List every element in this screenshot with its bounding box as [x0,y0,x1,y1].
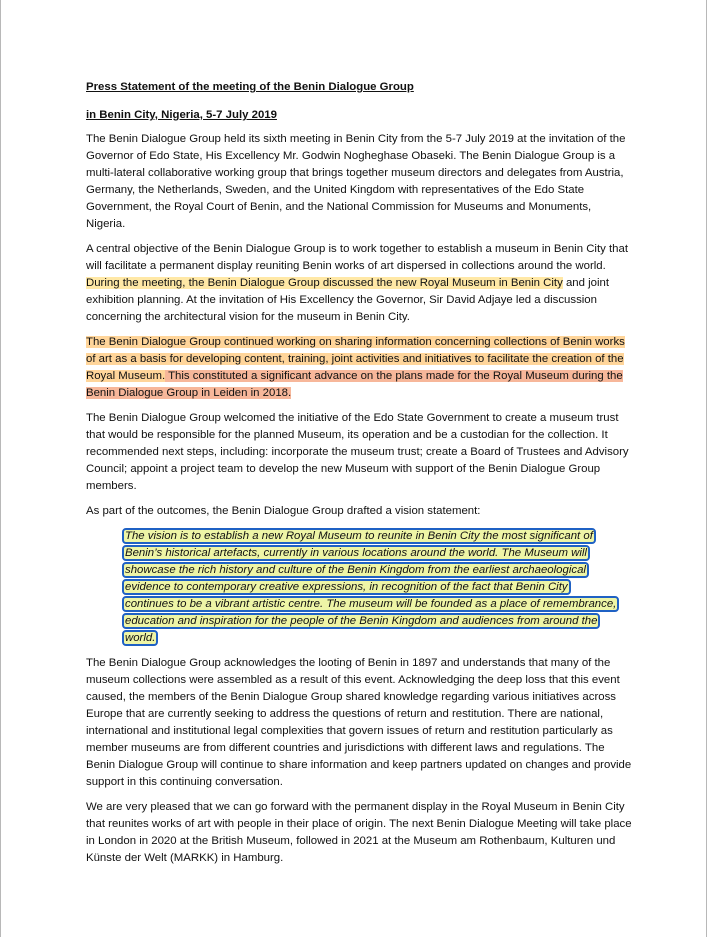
paragraph-collections [86,334,632,402]
paragraph-objective-text-b: and joint exhibition planning. At the invitation of His Excellency the Governor, Sir David Adjaye led a discussion concerning the architectural vision for the museum in Benin City. [86,277,610,323]
document-body [86,79,632,867]
highlight-royal-museum-discussion: During the meeting, the Benin Dialogue Group discussed the new Royal Museum in Benin City [86,277,563,289]
document-title-line-1: Press Statement of the meeting of the Benin Dialogue Group [86,81,414,93]
vision-statement [124,528,619,647]
paragraph-outcomes: As part of the outcomes, the Benin Dialogue Group drafted a vision statement: [86,505,481,517]
highlight-significant-advance: This constituted a significant advance on the plans made for the Royal Museum during the Benin Dialogue Group in Leiden in 2018. [86,370,623,399]
paragraph-objective [86,241,632,326]
paragraph-closing: We are very pleased that we can go forward with the permanent display in the Royal Museum in Benin City that reunites works of art with people in their place of origin. The next Benin Dialogue Meeting will take place in London in 2020 at the British Museum, followed in 2021 at the Museum am Rothenbaum, Kulturen und Künste der Welt (MARKK) in Hamburg. [86,801,632,864]
paragraph-intro: The Benin Dialogue Group held its sixth meeting in Benin City from the 5-7 July 2019 at the invitation of the Governor of Edo State, His Excellency Mr. Godwin Nogheghase Obaseki. The Benin Dialogue Group is a multi-lateral collaborative working group that brings together museum directors and delegates from Austria, Germany, the Netherlands, Sweden, and the United Kingdom with representatives of the Edo State Government, the Royal Court of Benin, and the National Commission for Museums and Monuments, Nigeria. [86,133,626,230]
document-title-line-2: in Benin City, Nigeria, 5-7 July 2019 [86,109,277,121]
paragraph-objective-text-a: A central objective of the Benin Dialogue Group is to work together to establish a museum in Benin City that will facilitate a permanent display reuniting Benin works of art dispersed in collections around the world. [86,243,628,272]
paragraph-museum-trust: The Benin Dialogue Group welcomed the initiative of the Edo State Government to create a museum trust that would be responsible for the planned Museum, its operation and be a custodian for the collection. It recommended next steps, including: incorporate the museum trust; create a Board of Trustees and Advisory Council; appoint a project team to develop the new Museum with support of the Benin Dialogue Group members. [86,412,629,492]
highlight-sharing-information: The Benin Dialogue Group continued working on sharing information concerning collections of Benin works of art as a basis for developing content, training, joint activities and initiatives to facilitate the creation of the Royal Museum. [86,336,625,382]
vision-statement-text: The vision is to establish a new Royal Museum to reunite in Benin City the most significant of Benin’s historical artefacts, currently in various locations around the world. The Museum will showcase the rich history and culture of the Benin Kingdom from the earliest archaeological evidence to contemporary creative expressions, in recognition of the fact that Benin City continues to be a vibrant artistic centre. The museum will be founded as a place of remembrance, education and inspiration for the people of the Benin Kingdom and audiences from around the world. [125,530,617,644]
paragraph-looting: The Benin Dialogue Group acknowledges the looting of Benin in 1897 and understands that many of the museum collections were assembled as a result of this event. Acknowledging the deep loss that this event caused, the members of the Benin Dialogue Group shared knowledge regarding various initiatives across Europe that are currently seeking to address the questions of return and restitution. There are national, international and institutional legal complexities that govern issues of return and restitution particularly as member museums are from different countries and jurisdictions with different laws and regulations. The Benin Dialogue Group will continue to share information and keep partners updated on changes and provide support in this continuing conversation. [86,657,632,788]
